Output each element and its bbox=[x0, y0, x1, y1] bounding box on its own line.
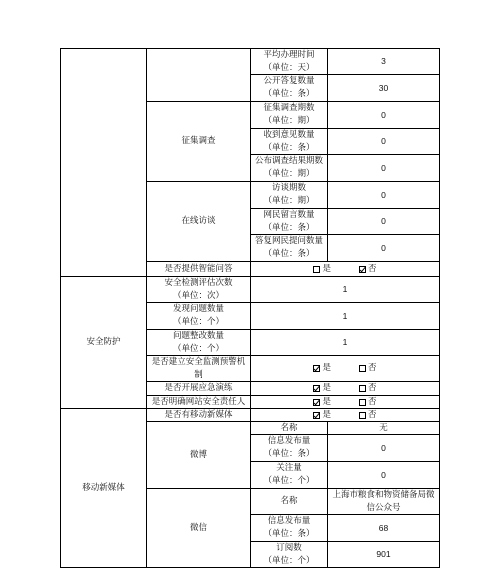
group-interview bbox=[146, 181, 251, 262]
issues-fixed-line1: 问题整改数量 bbox=[172, 330, 224, 341]
issues-found-line1: 发现问题数量 bbox=[172, 304, 224, 314]
interview-messages-line2: （单位：条） bbox=[263, 222, 315, 233]
interview-periods-value: 0 bbox=[327, 181, 440, 209]
has-mobile-label: 是否有移动新媒体 bbox=[146, 408, 251, 422]
responsible-yes[interactable] bbox=[313, 396, 331, 409]
interview-messages-line1: 网民留言数量 bbox=[263, 209, 315, 220]
avg-time-label bbox=[250, 48, 328, 75]
survey-opinions-value: 0 bbox=[327, 128, 440, 155]
group-survey-label: 征集调查 bbox=[181, 136, 216, 146]
smart-qa-yes-label: 是 bbox=[322, 263, 331, 274]
drill-no[interactable] bbox=[359, 382, 377, 395]
issues-fixed-line2: （单位：个） bbox=[172, 343, 224, 354]
weibo-name-value: 无 bbox=[327, 421, 440, 435]
weibo-posts-line1: 信息发布量 bbox=[267, 436, 311, 446]
wechat-subscribers-label bbox=[250, 541, 328, 568]
smart-qa-no-label: 否 bbox=[368, 263, 377, 274]
issues-fixed-value: 1 bbox=[250, 329, 440, 356]
group-interview-label: 在线访谈 bbox=[181, 216, 216, 226]
has-mobile-options bbox=[250, 408, 440, 422]
weibo-followers-label bbox=[250, 461, 328, 489]
smart-qa-options bbox=[250, 261, 440, 277]
checkbox-checked-icon bbox=[313, 385, 320, 392]
public-reply-line1: 公开答复数量 bbox=[263, 76, 315, 86]
monitoring-label bbox=[146, 355, 251, 382]
survey-periods-label bbox=[250, 101, 328, 129]
blank-subgroup-cell bbox=[146, 48, 251, 102]
checkbox-checked-icon bbox=[313, 365, 320, 372]
interview-replies-value: 0 bbox=[327, 234, 440, 262]
group-mobile-label: 移动新媒体 bbox=[82, 482, 125, 493]
survey-results-value: 0 bbox=[327, 154, 440, 182]
wechat-posts-line1: 信息发布量 bbox=[267, 516, 311, 526]
smart-qa-no[interactable] bbox=[359, 263, 377, 276]
has-mobile-yes[interactable] bbox=[313, 409, 331, 422]
group-weibo-label: 微博 bbox=[189, 449, 207, 460]
weibo-posts-value: 0 bbox=[327, 434, 440, 462]
survey-opinions-line2: （单位：条） bbox=[263, 142, 315, 153]
responsible-no[interactable] bbox=[359, 396, 377, 409]
monitoring-options bbox=[250, 355, 440, 382]
monitoring-yes[interactable] bbox=[313, 362, 331, 375]
monitoring-yes-label: 是 bbox=[322, 363, 331, 373]
responsible-options bbox=[250, 395, 440, 409]
public-reply-value: 30 bbox=[327, 74, 440, 102]
weibo-followers-value: 0 bbox=[327, 461, 440, 489]
checkbox-checked-icon bbox=[313, 399, 320, 406]
has-mobile-yes-label: 是 bbox=[322, 409, 331, 420]
group-survey bbox=[146, 101, 251, 182]
avg-time-line1: 平均办理时间 bbox=[263, 49, 315, 60]
eval-count-label bbox=[146, 276, 251, 303]
group-weibo bbox=[146, 421, 251, 489]
survey-periods-line1: 征集调查期数 bbox=[263, 103, 315, 113]
responsible-no-label: 否 bbox=[368, 396, 377, 407]
group-wechat-label: 微信 bbox=[189, 522, 207, 533]
wechat-posts-label bbox=[250, 514, 328, 542]
wechat-subscribers-line1: 订阅数 bbox=[276, 542, 302, 553]
drill-label: 是否开展应急演练 bbox=[146, 381, 251, 396]
checkbox-checked-icon bbox=[313, 412, 320, 419]
has-mobile-no-label: 否 bbox=[368, 409, 377, 420]
avg-time-value: 3 bbox=[327, 48, 440, 75]
checkbox-icon bbox=[359, 365, 366, 372]
issues-found-value: 1 bbox=[250, 302, 440, 330]
interview-replies-line1: 答复网民提问数量 bbox=[254, 236, 323, 246]
drill-no-label: 否 bbox=[368, 383, 377, 393]
blank-group-cell bbox=[60, 48, 147, 277]
drill-yes-label: 是 bbox=[322, 383, 331, 393]
eval-count-line2: （单位：次） bbox=[172, 290, 224, 301]
wechat-posts-line2: （单位：条） bbox=[263, 529, 315, 539]
survey-periods-line2: （单位：期） bbox=[263, 116, 315, 126]
wechat-name-line2: 信公众号 bbox=[366, 502, 401, 513]
issues-found-label bbox=[146, 302, 251, 330]
smart-qa-label: 是否提供智能问答 bbox=[146, 261, 251, 277]
has-mobile-no[interactable] bbox=[359, 409, 377, 422]
interview-replies-label bbox=[250, 234, 328, 262]
checkbox-icon bbox=[359, 385, 366, 392]
smart-qa-yes[interactable] bbox=[313, 263, 331, 276]
weibo-posts-line2: （单位：条） bbox=[263, 449, 315, 459]
public-reply-label bbox=[250, 74, 328, 102]
survey-periods-value: 0 bbox=[327, 101, 440, 129]
eval-count-value: 1 bbox=[250, 276, 440, 303]
monitoring-line1: 是否建立安全监测预警机 bbox=[151, 356, 246, 367]
group-wechat bbox=[146, 488, 251, 568]
monitoring-no[interactable] bbox=[359, 362, 377, 375]
avg-time-line2: （单位：天） bbox=[263, 62, 315, 73]
monitoring-line2: 制 bbox=[194, 369, 203, 380]
public-reply-line2: （单位：条） bbox=[263, 89, 315, 99]
responsible-label: 是否明确网站安全责任人 bbox=[146, 395, 251, 409]
interview-periods-line2: （单位：期） bbox=[263, 196, 315, 206]
survey-results-label bbox=[250, 154, 328, 182]
weibo-posts-label bbox=[250, 434, 328, 462]
wechat-subscribers-line2: （单位：个） bbox=[263, 555, 315, 566]
drill-yes[interactable] bbox=[313, 382, 331, 395]
survey-opinions-label bbox=[250, 128, 328, 155]
survey-results-line2: （单位：期） bbox=[263, 169, 315, 179]
weibo-followers-line1: 关注量 bbox=[276, 463, 302, 473]
wechat-subscribers-value: 901 bbox=[327, 541, 440, 568]
monitoring-no-label: 否 bbox=[368, 363, 377, 373]
group-security-label: 安全防护 bbox=[86, 337, 121, 347]
interview-messages-value: 0 bbox=[327, 208, 440, 235]
wechat-name-value bbox=[327, 488, 440, 515]
issues-found-line2: （单位：个） bbox=[172, 317, 224, 327]
drill-options bbox=[250, 381, 440, 396]
survey-results-line1: 公布调查结果期数 bbox=[254, 156, 323, 166]
wechat-name-label: 名称 bbox=[250, 488, 328, 515]
interview-periods-label bbox=[250, 181, 328, 209]
checkbox-icon bbox=[313, 266, 320, 273]
weibo-name-label: 名称 bbox=[250, 421, 328, 435]
checkbox-icon bbox=[359, 399, 366, 406]
eval-count-line1: 安全检测评估次数 bbox=[164, 277, 233, 288]
group-mobile bbox=[60, 408, 147, 568]
wechat-posts-value: 68 bbox=[327, 514, 440, 542]
group-security bbox=[60, 276, 147, 409]
responsible-yes-label: 是 bbox=[322, 396, 331, 407]
survey-opinions-line1: 收到意见数量 bbox=[263, 129, 315, 140]
issues-fixed-label bbox=[146, 329, 251, 356]
weibo-followers-line2: （单位：个） bbox=[263, 476, 315, 486]
interview-messages-label bbox=[250, 208, 328, 235]
checkbox-icon bbox=[359, 412, 366, 419]
checkbox-checked-icon bbox=[359, 266, 366, 273]
interview-replies-line2: （单位：条） bbox=[263, 249, 315, 259]
interview-periods-line1: 访谈期数 bbox=[271, 183, 306, 193]
wechat-name-line1: 上海市粮食和物资储备局微 bbox=[332, 489, 435, 500]
